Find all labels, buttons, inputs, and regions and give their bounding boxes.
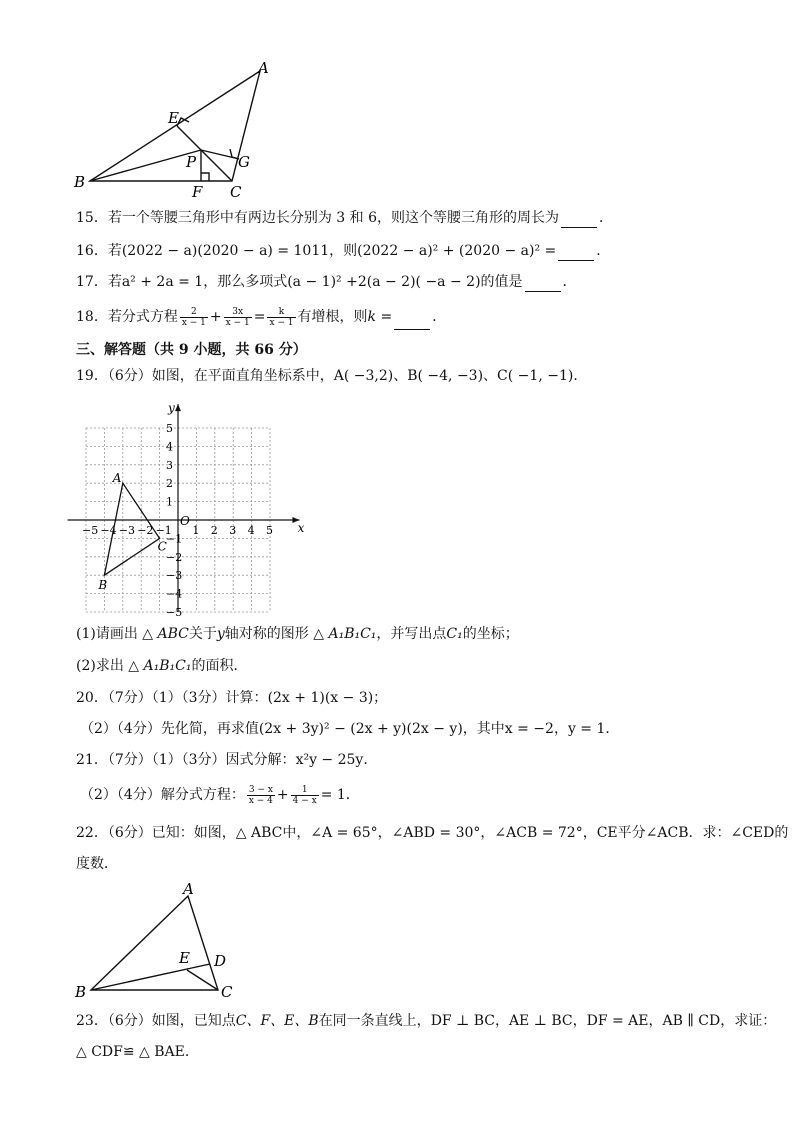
point-A-label: A (112, 471, 122, 486)
label-A: A (258, 59, 269, 77)
question-number: 19． (76, 368, 108, 384)
question-22-line-2: 度数． (76, 856, 118, 872)
x-tick-label: 4 (247, 524, 255, 537)
y-axis-arrow (175, 404, 181, 411)
label-C: C (230, 183, 242, 201)
y-tick-label: −1 (166, 532, 183, 546)
fraction: $\frac{2}{x - 1}$ (181, 306, 206, 328)
question-18: 18．若分式方程 $\frac{2}{x - 1}$ + $\frac{3x}{x - 1}$ = $\frac{k}{x - 1}$ 有增根，则k = ． (76, 304, 446, 330)
label-B: B (75, 983, 87, 1001)
label-A: A (183, 880, 194, 898)
x-tick-label: −2 (137, 524, 154, 537)
question-number: 18． (76, 309, 108, 325)
question-23-line-2: △ CDF≌ △ BAE． (76, 1044, 199, 1060)
x-axis-label: x (297, 521, 305, 535)
x-tick-label: 3 (229, 524, 237, 537)
fraction: $\frac{1}{4 - x}$ (292, 784, 317, 806)
x-tick-label: −1 (155, 524, 172, 537)
answer-blank[interactable] (558, 246, 594, 261)
y-tick-label: −2 (166, 550, 183, 564)
x-tick-label: −4 (100, 524, 117, 537)
triangle-figure-1 (70, 55, 280, 205)
point-B-label: B (98, 578, 108, 593)
y-tick-label: 5 (166, 422, 173, 435)
answer-blank[interactable] (394, 315, 430, 330)
x-tick-label: −3 (118, 524, 136, 537)
x-tick-label: 5 (266, 524, 273, 537)
question-21-part-2: （2）（4分）解分式方程： $\frac{3 - x}{x - 4}$ + $\frac{1}{4 - x}$ = 1． (80, 784, 360, 806)
y-tick-label: 3 (166, 458, 173, 472)
label-B: B (74, 173, 86, 191)
question-21-part-1: 21．（7分）（1）（3分）因式分解：x²y − 25y． (76, 752, 378, 768)
question-22: 22．（6分）已知：如图，△ ABC中，∠A = 65°，∠ABD = 30°，∠ACB = 72°，CE平分∠ACB．求：∠CED的 (76, 825, 789, 841)
question-number: 15． (76, 210, 108, 226)
point-C-label: C (157, 539, 167, 554)
label-C: C (221, 983, 233, 1001)
label-E: E (168, 109, 179, 127)
question-23: 23．（6分）如图，已知点C、F、E、B在同一条直线上，DF ⊥ BC，AE ⊥ BC，DF = AE，AB ∥ CD，求证： (76, 1013, 777, 1029)
label-E: E (179, 949, 190, 967)
question-number: 20． (76, 690, 108, 706)
label-P: P (186, 153, 197, 171)
question-17: 17．若a² + 2a = 1，那么多项式(a − 1)² +2(a − 2)( −a − 2)的值是 ． (76, 274, 577, 290)
question-20-part-1: 20．（7分）（1）（3分）计算：(2x + 1)(x − 3)； (76, 690, 388, 706)
y-tick-label: −4 (166, 587, 183, 601)
label-D: D (214, 952, 227, 970)
y-tick-label: −5 (166, 606, 183, 619)
y-tick-label: 1 (166, 495, 173, 509)
label-G: G (238, 153, 250, 171)
y-tick-label: −3 (166, 569, 183, 583)
question-number: 16． (76, 243, 108, 259)
fraction: $\frac{3x}{x - 1}$ (225, 306, 250, 328)
question-19-part-2: (2)求出 △ A₁B₁C₁的面积． (76, 658, 248, 674)
fraction: $\frac{k}{x - 1}$ (269, 306, 294, 328)
y-tick-label: 2 (166, 477, 173, 491)
answer-blank[interactable] (561, 213, 597, 228)
answer-blank[interactable] (525, 277, 561, 292)
x-tick-label: 1 (192, 524, 200, 537)
question-15: 15．若一个等腰三角形中有两边长分别为 3 和 6，则这个等腰三角形的周长为 ． (76, 210, 613, 226)
section-title: 三、解答题（共 9 小题，共 66 分） (76, 342, 307, 358)
question-number: 17． (76, 274, 108, 290)
fraction: $\frac{3 - x}{x - 4}$ (248, 784, 273, 806)
question-19: 19．（6分）如图，在平面直角坐标系中，A( −3,2)、B( −4, −3)、C( −1, −1)． (76, 368, 588, 384)
origin-label: O (180, 514, 190, 528)
x-tick-label: −5 (82, 524, 99, 537)
question-number: 23． (76, 1013, 108, 1029)
x-tick-label: 2 (210, 524, 218, 537)
coordinate-grid (72, 390, 305, 619)
y-axis-label: y (168, 400, 175, 415)
y-tick-label: 4 (166, 440, 173, 454)
label-F: F (192, 183, 203, 201)
question-number: 22． (76, 825, 108, 841)
question-20-part-2: （2）（4分）先化简，再求值(2x + 3y)² − (2x + y)(2x − y)，其中x = −2，y = 1． (80, 721, 620, 737)
question-number: 21． (76, 752, 108, 768)
question-19-part-1: (1)请画出 △ ABC关于y轴对称的图形 △ A₁B₁C₁，并写出点C₁的坐标； (76, 626, 519, 642)
question-16: 16．若(2022 − a)(2020 − a) = 1011，则(2022 − a)² + (2020 − a)² = ． (76, 243, 611, 259)
triangle-figure-2 (70, 876, 260, 1004)
